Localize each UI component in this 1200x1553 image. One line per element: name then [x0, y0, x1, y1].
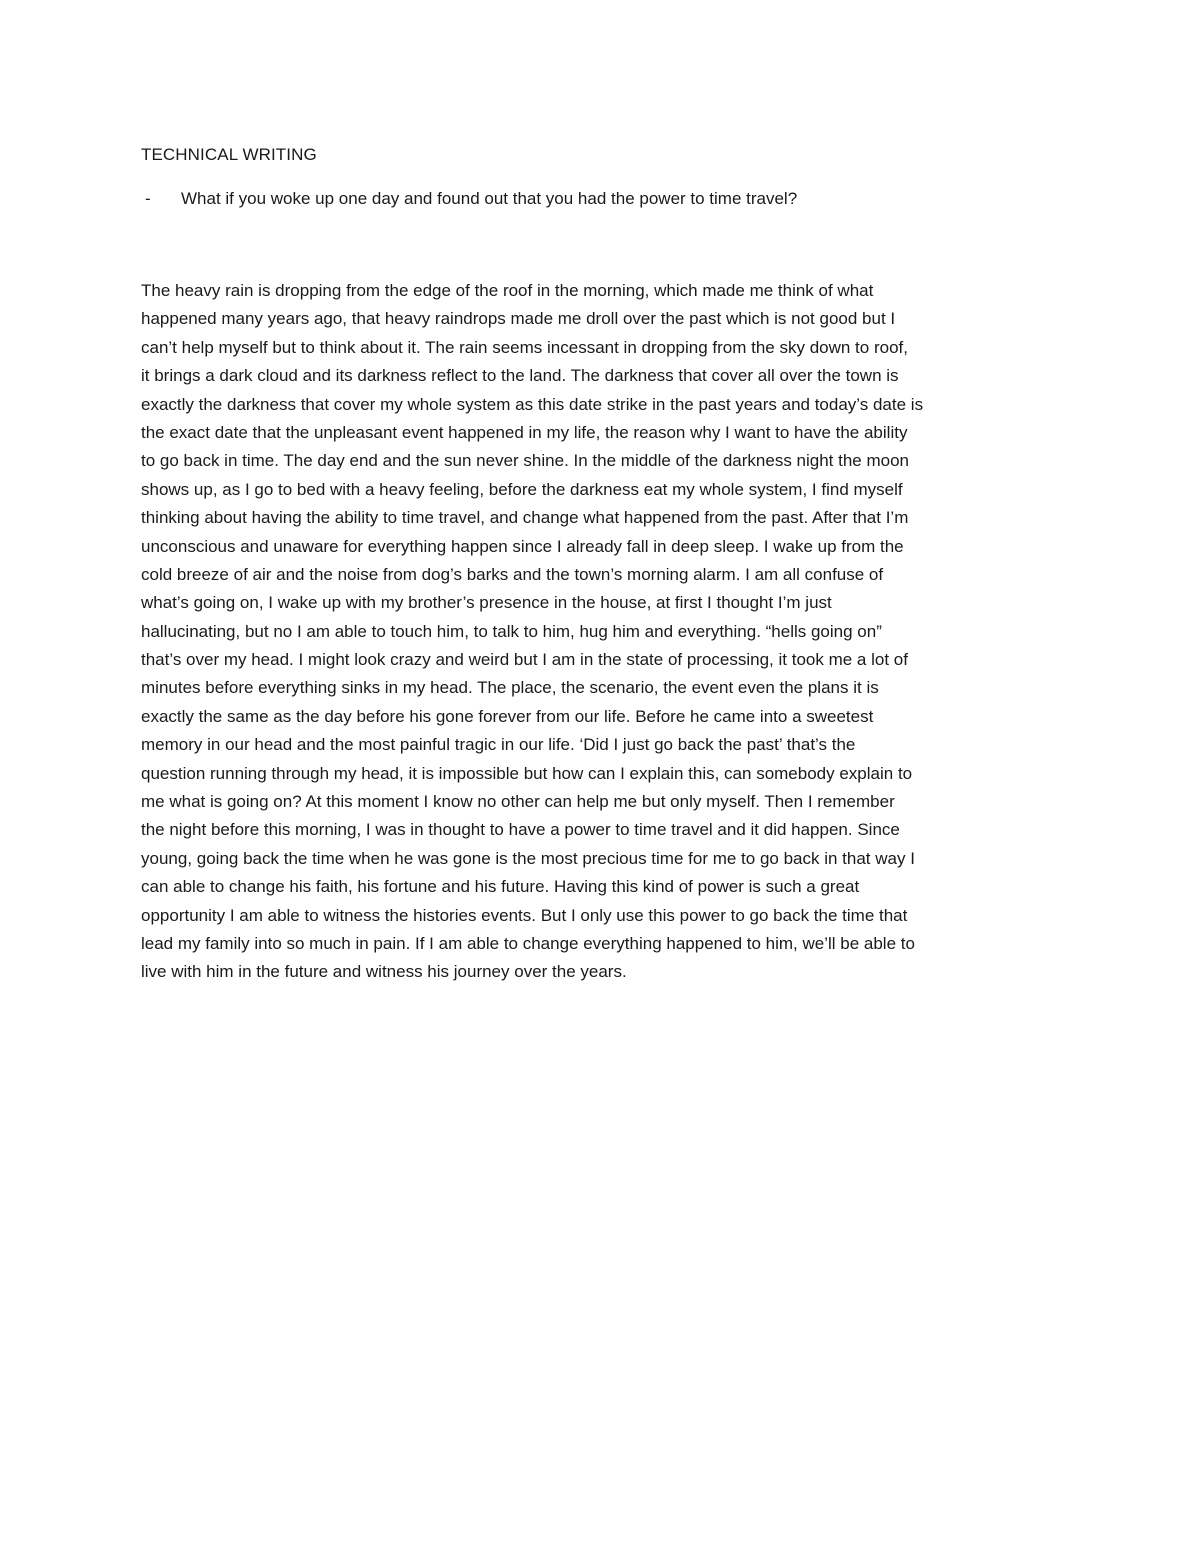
paragraph-line: thinking about having the ability to time travel, and change what happened from the past. After that I’m	[141, 508, 909, 528]
document-heading: TECHNICAL WRITING	[141, 145, 317, 164]
paragraph-line: exactly the same as the day before his gone forever from our life. Before he came into a sweetest	[141, 706, 874, 726]
paragraph-line: what’s going on, I wake up with my brother’s presence in the house, at first I thought I’m just	[141, 593, 832, 613]
paragraph-line: exactly the darkness that cover my whole system as this date strike in the past years and today’s date is	[141, 394, 924, 414]
paragraph-line: the exact date that the unpleasant event happened in my life, the reason why I want to have the ability	[141, 422, 908, 442]
question-text: What if you woke up one day and found out that you had the power to time travel?	[181, 189, 798, 208]
paragraph-line: hallucinating, but no I am able to touch him, to talk to him, hug him and everything. “hells going on”	[141, 621, 882, 641]
paragraph-line: memory in our head and the most painful tragic in our life. ‘Did I just go back the past’ that’s the	[141, 735, 856, 755]
paragraph-line: unconscious and unaware for everything happen since I already fall in deep sleep. I wake up from the	[141, 536, 904, 556]
bullet-marker: -	[145, 189, 151, 208]
paragraph-line: live with him in the future and witness his journey over the years.	[141, 962, 627, 982]
paragraph-line: the night before this morning, I was in thought to have a power to time travel and it did happen. Since	[141, 820, 900, 840]
paragraph-line: cold breeze of air and the noise from dog’s barks and the town’s morning alarm. I am all confuse of	[141, 564, 884, 584]
paragraph-line: young, going back the time when he was gone is the most precious time for me to go back in that way I	[141, 848, 915, 868]
paragraph-line: minutes before everything sinks in my head. The place, the scenario, the event even the plans it is	[141, 678, 879, 698]
paragraph-line: question running through my head, it is impossible but how can I explain this, can somebody explain to	[141, 763, 913, 783]
paragraph-line: to go back in time. The day end and the sun never shine. In the middle of the darkness night the moon	[141, 451, 910, 471]
paragraph-line: The heavy rain is dropping from the edge of the roof in the morning, which made me think of what	[141, 281, 874, 300]
paragraph-line: lead my family into so much in pain. If I am able to change everything happened to him, we’ll be able to	[141, 933, 915, 953]
paragraph-line: can able to change his faith, his fortune and his future. Having this kind of power is such a great	[141, 877, 860, 897]
paragraph-line: can’t help myself but to think about it. The rain seems incessant in dropping from the sky down to roof,	[141, 337, 908, 357]
paragraph-line: it brings a dark cloud and its darkness reflect to the land. The darkness that cover all over the town is	[141, 366, 899, 386]
paragraph-line: opportunity I am able to witness the histories events. But I only use this power to go back the time that	[141, 905, 908, 925]
paragraph-line: me what is going on? At this moment I know no other can help me but only myself. Then I remember	[141, 792, 895, 812]
essay-paragraph	[141, 277, 1061, 987]
paragraph-line: that’s over my head. I might look crazy and weird but I am in the state of processing, it took me a lot of	[141, 650, 908, 670]
paragraph-line: shows up, as I go to bed with a heavy feeling, before the darkness eat my whole system, I find myself	[141, 479, 903, 499]
paragraph-line: happened many years ago, that heavy raindrops made me droll over the past which is not good but I	[141, 309, 896, 329]
